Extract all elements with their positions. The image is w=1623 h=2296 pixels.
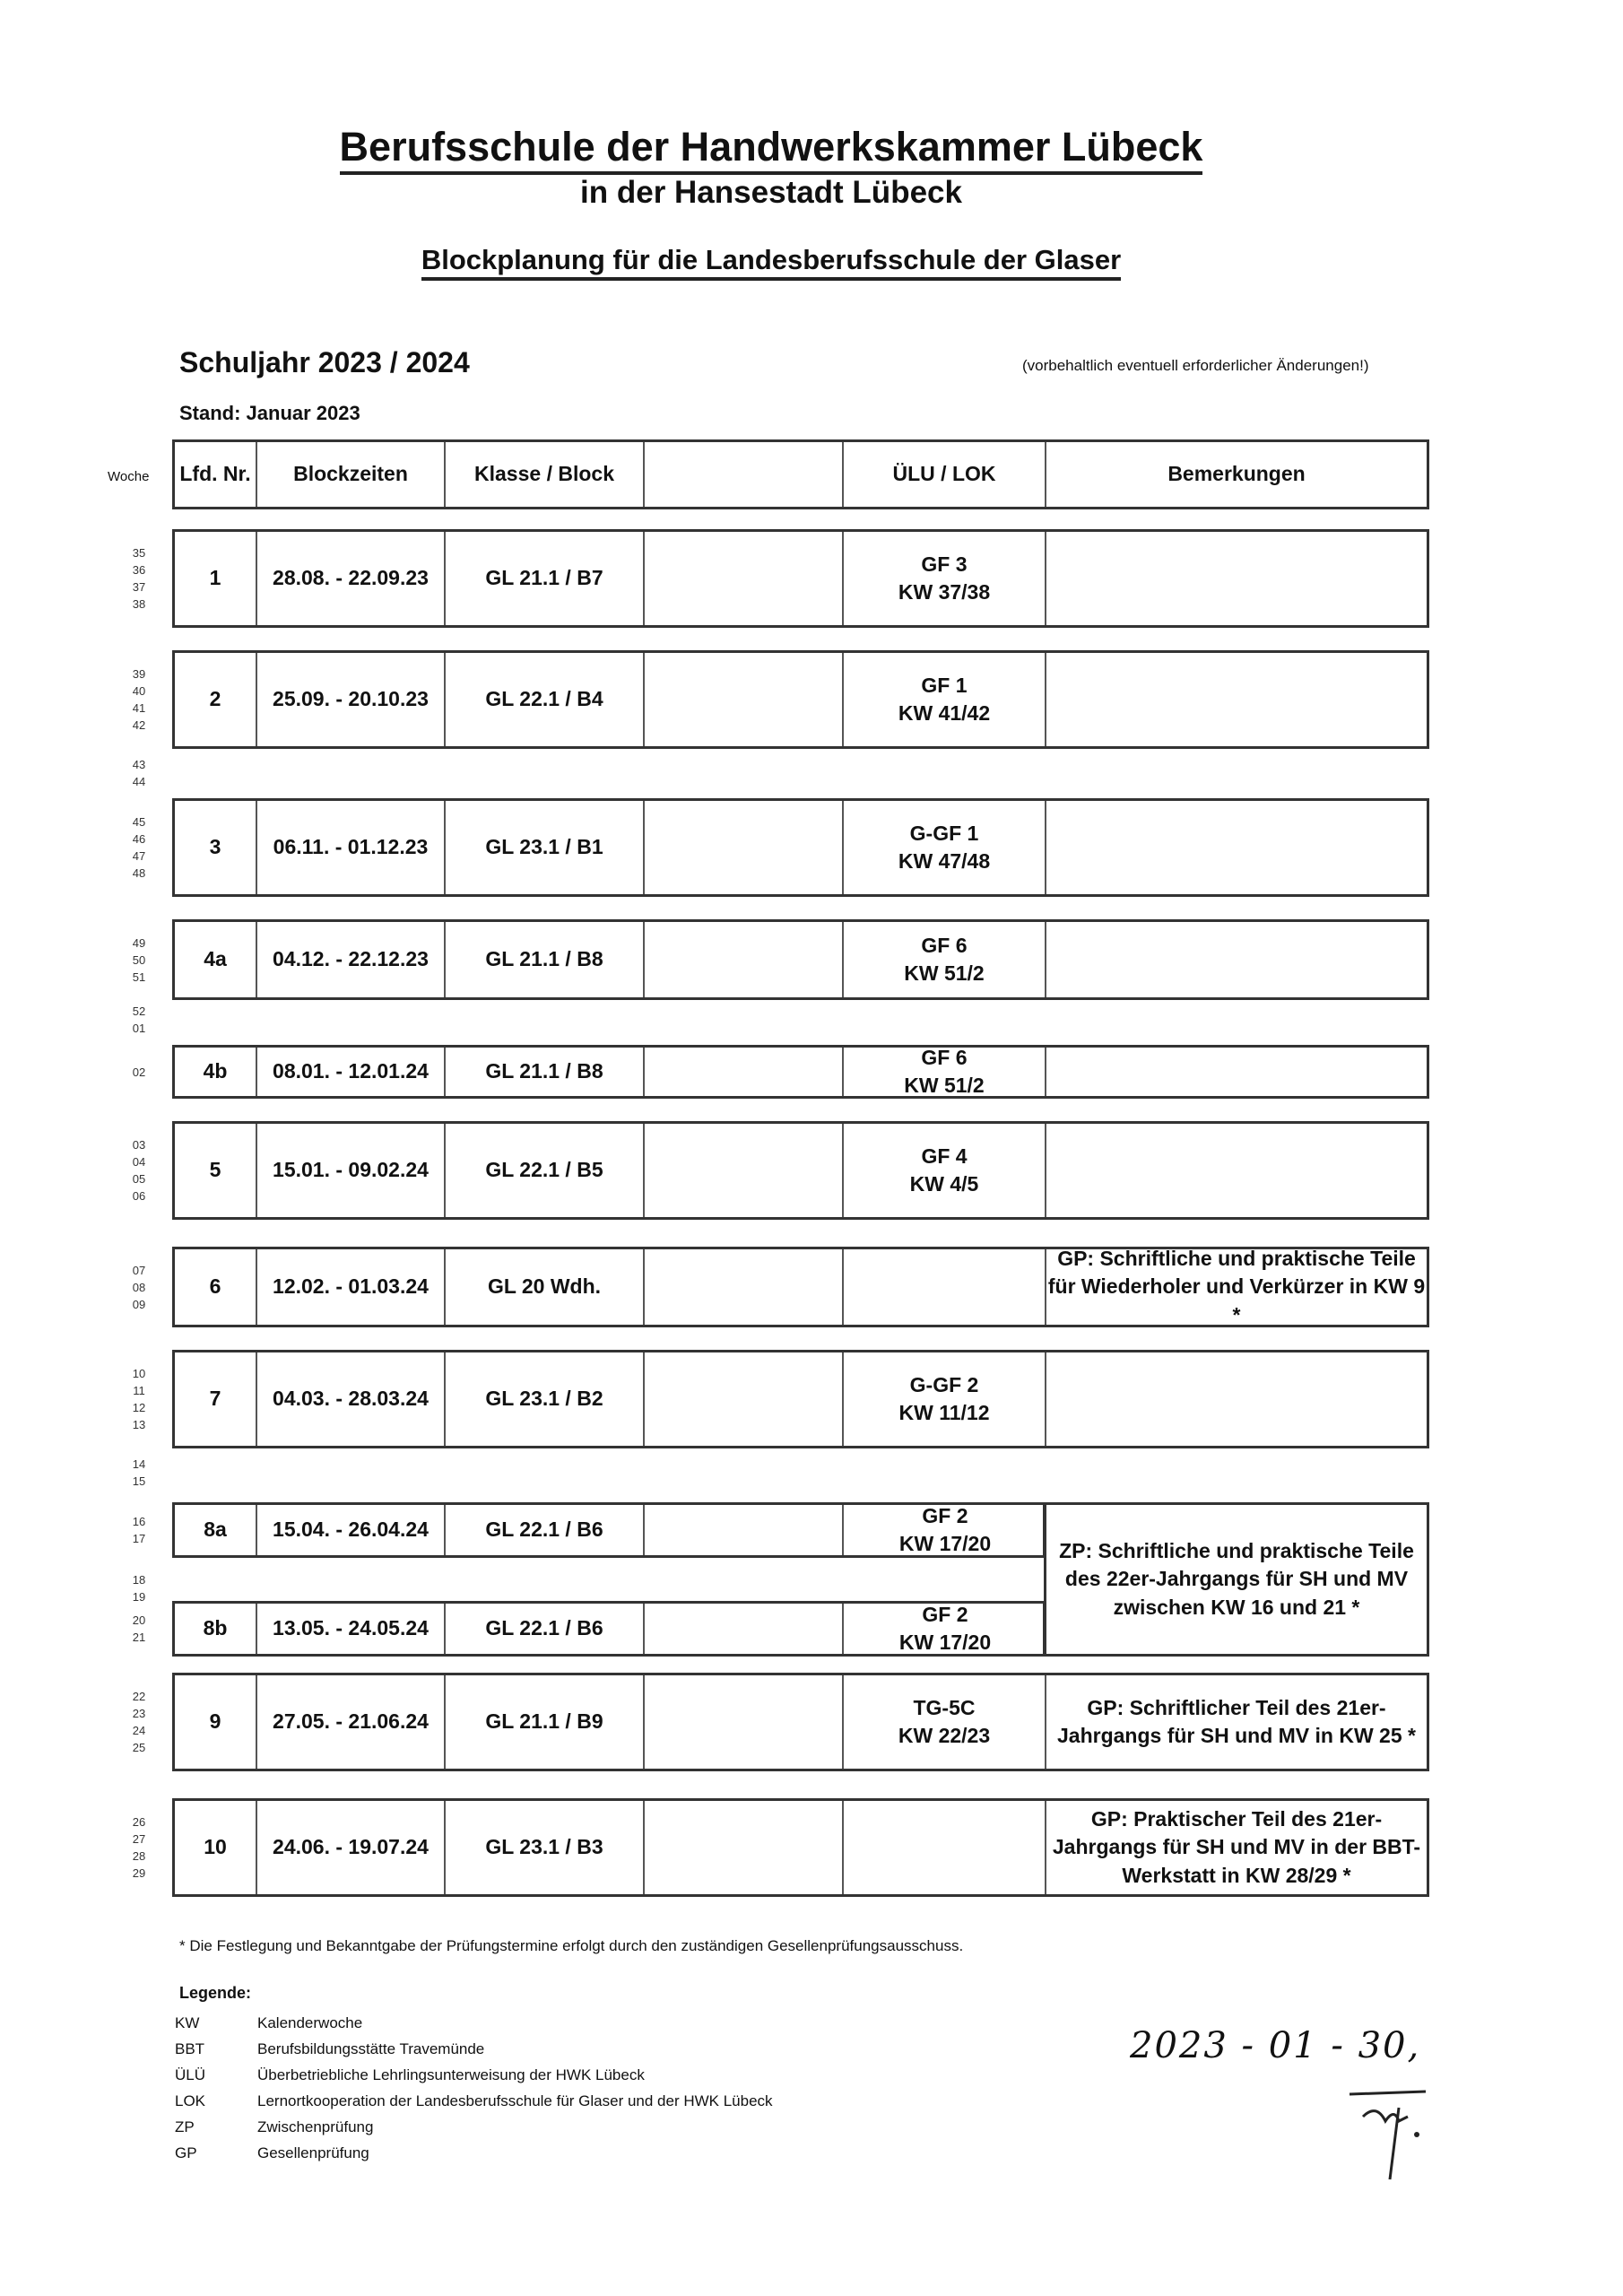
- week-numbers: 35 36 37 38: [132, 546, 146, 611]
- cell-bemerkung-merged: ZP: Schriftliche und praktische Teile des 22er-Jahrgangs für SH und MV zwischen KW 16 und 21 *: [1044, 1502, 1429, 1657]
- legend-item: LOK Lernortkooperation der Landesberufsschule für Glaser und der HWK Lübeck: [175, 2092, 773, 2109]
- header-lfd-nr: Lfd. Nr.: [175, 442, 257, 507]
- cell-blockzeiten: 04.12. - 22.12.23: [257, 922, 446, 997]
- cell-ulu-lok: GF 3 KW 37/38: [844, 532, 1046, 625]
- cell-empty: [645, 653, 844, 746]
- handwritten-date: 2023 - 01 - 30,: [1130, 2025, 1421, 2066]
- header-bemerkungen: Bemerkungen: [1167, 462, 1306, 486]
- week-numbers: 49 50 51: [132, 935, 146, 984]
- week-numbers: 07 08 09: [132, 1263, 146, 1311]
- cell-empty: [645, 922, 844, 997]
- cell-empty: [645, 1048, 844, 1096]
- cell-lfd-nr: 3: [175, 801, 257, 894]
- cell-blockzeiten: 24.06. - 19.07.24: [257, 1801, 446, 1894]
- cell-ulu-lok: GF 4 KW 4/5: [844, 1124, 1046, 1217]
- cell-empty: [645, 1801, 844, 1894]
- cell-bemerkung: [1046, 653, 1427, 746]
- cell-lfd-nr: 4b: [175, 1048, 257, 1096]
- cell-lfd-nr: 8a: [175, 1505, 257, 1555]
- cell-blockzeiten: 04.03. - 28.03.24: [257, 1352, 446, 1446]
- legend-item: ZP Zwischenprüfung: [175, 2118, 374, 2135]
- cell-lfd-nr: 4a: [175, 922, 257, 997]
- header-empty: [645, 442, 844, 507]
- cell-blockzeiten: 06.11. - 01.12.23: [257, 801, 446, 894]
- cell-blockzeiten: 15.01. - 09.02.24: [257, 1124, 446, 1217]
- cell-lfd-nr: 7: [175, 1352, 257, 1446]
- legend-item: GP Gesellenprüfung: [175, 2144, 369, 2161]
- woche-label: Woche: [108, 469, 150, 484]
- cell-lfd-nr: 9: [175, 1675, 257, 1769]
- week-numbers-gap: 52 01: [132, 1004, 146, 1035]
- week-numbers-gap: 43 44: [132, 758, 146, 788]
- cell-lfd-nr: 1: [175, 532, 257, 625]
- table-row: [172, 1798, 1429, 1897]
- legend-item: ÜLÜ Überbetriebliche Lehrlingsunterweisung der HWK Lübeck: [175, 2066, 645, 2083]
- legend: [175, 2014, 773, 2170]
- cell-klasse: GL 22.1 / B4: [446, 653, 645, 746]
- cell-ulu-lok: GF 2 KW 17/20: [898, 1503, 992, 1555]
- cell-empty: [645, 801, 844, 894]
- document-title: Berufsschule der Handwerkskammer Lübeck: [0, 124, 1542, 170]
- cell-klasse: GL 20 Wdh.: [446, 1249, 645, 1325]
- header-blockzeiten: Blockzeiten: [257, 442, 446, 507]
- cell-klasse: GL 21.1 / B8: [446, 922, 645, 997]
- cell-bemerkung: GP: Schriftliche und praktische Teile für Wiederholer und Verkürzer in KW 9 *: [1047, 1247, 1426, 1326]
- cell-ulu-lok: GF 6 KW 51/2: [844, 922, 1046, 997]
- cell-bemerkung: [1046, 532, 1427, 625]
- cell-klasse: GL 23.1 / B1: [446, 801, 645, 894]
- week-numbers: 03 04 05 06: [132, 1138, 146, 1203]
- cell-ulu-lok: TG-5C KW 22/23: [844, 1675, 1046, 1769]
- legend-item: KW Kalenderwoche: [175, 2014, 363, 2031]
- cell-klasse: GL 21.1 / B8: [446, 1048, 645, 1096]
- cell-blockzeiten: 08.01. - 12.01.24: [257, 1048, 446, 1096]
- table-row: [172, 1247, 1429, 1327]
- cell-empty: [645, 1249, 844, 1325]
- table-row: [172, 1121, 1429, 1220]
- table-row: [172, 798, 1429, 897]
- week-numbers: 22 23 24 25: [132, 1690, 146, 1754]
- signature-mark: [1345, 2081, 1462, 2197]
- cell-klasse: GL 21.1 / B7: [446, 532, 645, 625]
- cell-klasse: GL 21.1 / B9: [446, 1675, 645, 1769]
- vorbehalt-note: (vorbehaltlich eventuell erforderlicher Änderungen!): [1022, 357, 1369, 374]
- cell-ulu-lok: GF 2 KW 17/20: [898, 1602, 992, 1654]
- week-numbers: 45 46 47 48: [132, 815, 146, 880]
- week-numbers: 10 11 12 13: [132, 1367, 146, 1431]
- header-ulu-lok: ÜLU / LOK: [844, 442, 1046, 507]
- cell-bemerkung: [1046, 801, 1427, 894]
- cell-blockzeiten: 13.05. - 24.05.24: [257, 1604, 446, 1654]
- cell-klasse: GL 22.1 / B5: [446, 1124, 645, 1217]
- cell-ulu-lok: G-GF 1 KW 47/48: [844, 801, 1046, 894]
- stand-date: Stand: Januar 2023: [179, 402, 360, 424]
- table-row: [172, 1045, 1429, 1099]
- cell-ulu-lok: G-GF 2 KW 11/12: [844, 1352, 1046, 1446]
- cell-empty: [645, 532, 844, 625]
- cell-bemerkung: [1046, 1352, 1427, 1446]
- week-numbers: 26 27 28 29: [132, 1815, 146, 1880]
- week-numbers: 20 21: [132, 1613, 146, 1644]
- cell-lfd-nr: 6: [175, 1249, 257, 1325]
- cell-empty: [645, 1675, 844, 1769]
- cell-ulu-lok: [844, 1801, 1046, 1894]
- week-numbers: 39 40 41 42: [132, 667, 146, 732]
- cell-klasse: GL 23.1 / B2: [446, 1352, 645, 1446]
- cell-blockzeiten: 27.05. - 21.06.24: [257, 1675, 446, 1769]
- cell-blockzeiten: 25.09. - 20.10.23: [257, 653, 446, 746]
- cell-bemerkung: [1046, 922, 1427, 997]
- cell-empty: [645, 1604, 844, 1654]
- cell-empty: [645, 1505, 844, 1555]
- cell-bemerkung: [1046, 1048, 1427, 1096]
- cell-lfd-nr: 10: [175, 1801, 257, 1894]
- cell-bemerkung: GP: Praktischer Teil des 21er-Jahrgangs für SH und MV in der BBT-Werkstatt in KW 28/29 *: [1052, 1807, 1421, 1887]
- cell-lfd-nr: 8b: [175, 1604, 257, 1654]
- cell-blockzeiten: 28.08. - 22.09.23: [257, 532, 446, 625]
- cell-ulu-lok: [844, 1249, 1046, 1325]
- header-klasse: Klasse / Block: [446, 442, 645, 507]
- table-row: [172, 650, 1429, 749]
- table-header: [172, 439, 1429, 509]
- cell-lfd-nr: 2: [175, 653, 257, 746]
- cell-bemerkung: GP: Schriftlicher Teil des 21er-Jahrgangs für SH und MV in KW 25 *: [1057, 1695, 1416, 1747]
- footnote: * Die Festlegung und Bekanntgabe der Prüfungstermine erfolgt durch den zuständigen Gesellenprüfungsausschuss.: [179, 1937, 964, 1954]
- legend-title: Legende:: [179, 1984, 252, 2002]
- table-row: [172, 1350, 1429, 1448]
- week-numbers-gap: 18 19: [132, 1573, 146, 1604]
- cell-bemerkung: [1046, 1124, 1427, 1217]
- cell-blockzeiten: 12.02. - 01.03.24: [257, 1249, 446, 1325]
- document-subtitle: in der Hansestadt Lübeck: [580, 175, 962, 210]
- cell-empty: [645, 1352, 844, 1446]
- cell-blockzeiten: 15.04. - 26.04.24: [257, 1505, 446, 1555]
- table-row: [172, 1673, 1429, 1771]
- cell-empty: [645, 1124, 844, 1217]
- table-row: [172, 1502, 1046, 1558]
- week-numbers: 16 17: [132, 1515, 146, 1545]
- table-row: [172, 1601, 1046, 1657]
- week-numbers: 02: [132, 1065, 146, 1079]
- table-row: [172, 919, 1429, 1000]
- schuljahr: Schuljahr 2023 / 2024: [179, 346, 470, 378]
- cell-klasse: GL 23.1 / B3: [446, 1801, 645, 1894]
- cell-ulu-lok: GF 6 KW 51/2: [844, 1048, 1046, 1096]
- cell-ulu-lok: GF 1 KW 41/42: [844, 653, 1046, 746]
- cell-klasse: GL 22.1 / B6: [446, 1505, 645, 1555]
- table-row: [172, 529, 1429, 628]
- document-heading: Blockplanung für die Landesberufsschule der Glaser: [0, 244, 1542, 276]
- cell-klasse: GL 22.1 / B6: [446, 1604, 645, 1654]
- legend-item: BBT Berufsbildungsstätte Travemünde: [175, 2040, 485, 2057]
- week-numbers-gap: 14 15: [132, 1457, 146, 1488]
- cell-lfd-nr: 5: [175, 1124, 257, 1217]
